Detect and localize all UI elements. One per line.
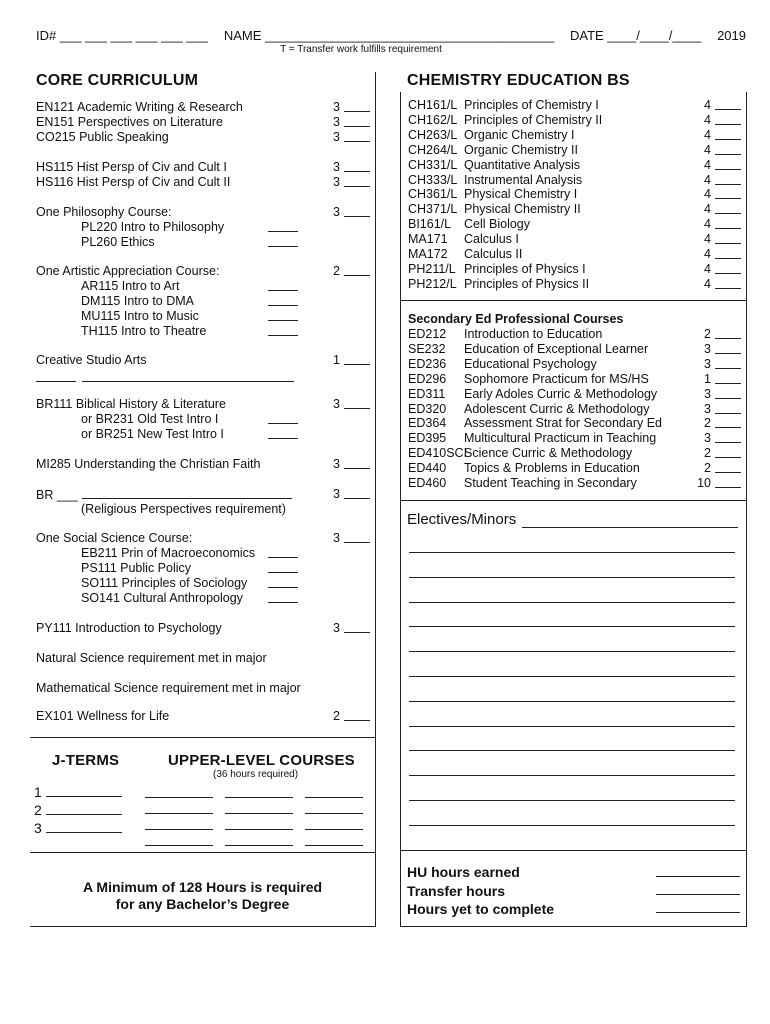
grade-blank[interactable] [715,217,741,229]
grade-blank[interactable] [715,372,741,384]
major-course-line [408,143,741,158]
core-course-line [36,100,370,115]
course-name: Science Curric & Methodology [464,446,633,461]
course-text: EX101 Wellness for Life [36,709,170,723]
core-course-line [36,457,370,472]
credit-hours: 3 [333,175,340,189]
hours-remaining-blank[interactable] [656,901,740,913]
course-option-check-blank[interactable] [268,324,298,336]
date-field-label: DATE ____/____/____ [569,28,702,43]
credit-hours: 2 [704,327,711,341]
electives-section [400,500,747,850]
credit-hours: 1 [333,353,340,367]
major-course-line [408,187,741,202]
grade-blank[interactable] [715,277,741,289]
upper-level-subtitle: (36 hours required) [213,769,299,780]
grade-blank[interactable] [344,130,370,142]
elective-line[interactable] [409,665,735,677]
credit-hours: 4 [704,112,711,127]
course-name: Quantitative Analysis [464,157,581,172]
core-course-line [36,205,370,220]
grade-blank[interactable] [344,621,370,633]
course-name: Topics & Problems in Education [464,461,640,476]
grade-blank[interactable] [715,113,741,125]
credit-hours: 4 [704,98,711,112]
course-name: Physical Chemistry I [464,187,578,202]
major-course-line [408,357,741,372]
credit-hours: 3 [333,130,340,144]
course-code: ED460 [408,476,447,490]
course-text: EN121 Academic Writing & Research [36,100,243,114]
jterms-title: J-TERMS [52,752,120,769]
course-name: Organic Chemistry II [464,142,578,157]
grade-blank[interactable] [715,143,741,155]
credit-hours: 2 [333,264,340,278]
grade-blank[interactable] [715,446,741,458]
elective-line[interactable] [409,764,735,776]
credit-hours: 4 [704,202,711,217]
core-course-line [36,175,370,190]
course-name: Educational Psychology [464,356,597,371]
course-text: MI285 Understanding the Christian Faith [36,457,261,471]
upper-level-blanks[interactable] [145,786,363,846]
course-text: AR115 Intro to Art [81,279,180,293]
credit-hours: 3 [333,115,340,129]
elective-line[interactable] [409,566,735,578]
credit-hours: 3 [704,401,711,416]
upper-level-title: UPPER-LEVEL COURSES [168,752,355,769]
course-code: ED311 [408,386,446,401]
course-code: ED296 [408,371,447,386]
major-course-line [408,387,741,402]
credit-hours: 4 [704,232,711,247]
credit-hours: 3 [333,457,340,471]
electives-title-blank[interactable] [522,514,738,528]
core-course-line [36,235,370,250]
core-course-line [36,427,370,442]
course-option-check-blank[interactable] [268,294,298,306]
credit-hours: 3 [333,205,340,219]
major-course-line [408,416,741,431]
course-code: ED395 [408,431,447,446]
credit-hours: 3 [704,341,711,356]
course-name: Principles of Chemistry I [464,98,599,112]
course-text: One Artistic Appreciation Course: [36,264,220,278]
core-course-line [36,576,370,591]
hours-summary-box [400,850,747,927]
grade-blank[interactable] [715,232,741,244]
elective-line[interactable] [409,814,735,826]
course-name: Sophomore Practicum for MS/HS [464,371,649,386]
course-text: CO215 Public Speaking [36,130,169,144]
course-text: EN151 Perspectives on Literature [36,115,223,129]
major-course-line [408,113,741,128]
hours-earned-blank[interactable] [656,865,740,877]
grade-blank[interactable] [344,353,370,365]
major-course-line [408,476,741,491]
core-course-line [36,264,370,279]
core-course-line [36,115,370,130]
course-name: Assessment Strat for Secondary Ed [464,416,663,431]
credit-hours: 3 [704,431,711,446]
course-code: ED236 [408,356,447,371]
grade-blank[interactable] [715,262,741,274]
course-text: (Religious Perspectives requirement) [81,502,286,516]
course-code: ED364 [408,416,447,431]
grade-blank[interactable] [715,98,741,110]
core-course-line [36,397,370,412]
elective-line[interactable] [409,615,735,627]
credit-hours: 3 [333,621,340,635]
grade-blank[interactable] [344,205,370,217]
grade-blank[interactable] [715,158,741,170]
elective-line[interactable] [409,541,735,553]
course-name: Introduction to Education [464,327,603,341]
course-text: One Social Science Course: [36,531,193,545]
course-text: Natural Science requirement met in major [36,651,267,665]
grade-blank[interactable] [344,531,370,543]
course-name: Cell Biology [464,217,531,232]
major-course-line [408,372,741,387]
transfer-note: T = Transfer work fulfills requirement [280,44,442,55]
grade-blank[interactable] [344,487,370,499]
major-course-line [408,262,741,277]
course-option-check-blank[interactable] [268,412,298,424]
credit-hours: 4 [704,261,711,276]
course-code: CH162/L [408,112,458,127]
core-course-line [36,651,370,666]
core-course-line [36,309,370,324]
course-text: SO141 Cultural Anthropology [81,591,243,605]
course-name: Organic Chemistry I [464,127,575,142]
minimum-line-2: for any Bachelor’s Degree [115,896,290,912]
course-code: CH333/L [408,172,458,187]
course-code: CH263/L [408,127,458,142]
course-name: Education of Exceptional Learner [464,341,649,356]
credit-hours: 4 [704,276,711,291]
major-course-line [408,446,741,461]
core-course-line [36,502,370,517]
jterm-item-3[interactable]: 3 [34,819,122,837]
major-course-line [408,342,741,357]
course-option-check-blank[interactable] [268,576,298,588]
core-course-line [36,621,370,636]
credit-hours: 2 [704,416,711,431]
hours-earned-label: HU hours earned [407,864,520,880]
course-text: DM115 Intro to DMA [81,294,195,308]
core-course-line [36,220,370,235]
credit-hours: 3 [333,531,340,545]
elective-line[interactable] [409,839,735,851]
credit-hours: 3 [333,100,340,114]
course-option-check-blank[interactable] [268,561,298,573]
course-name: Principles of Chemistry II [464,112,603,127]
course-text: or BR251 New Test Intro I [81,427,224,441]
secondary-title: Secondary Ed Professional Courses [408,312,624,326]
course-text: Mathematical Science requirement met in major [36,681,301,695]
course-text: BR111 Biblical History & Literature [36,397,226,411]
course-code: CH161/L [408,98,458,112]
course-name: Principles of Physics II [464,276,590,291]
course-text: Creative Studio Arts [36,353,147,367]
credit-hours: 4 [704,172,711,187]
course-name: Multicultural Practicum in Teaching [464,431,657,446]
core-course-line [36,294,370,309]
grade-blank[interactable] [344,457,370,469]
major-course-line [408,232,741,247]
course-code: ED440 [408,461,447,476]
credit-hours: 4 [704,142,711,157]
major-course-line [408,173,741,188]
grade-blank[interactable] [715,461,741,473]
major-course-line [408,431,741,446]
grade-blank[interactable] [344,160,370,172]
major-course-line [408,98,741,113]
major-course-line [408,277,741,292]
core-course-line [36,279,370,294]
core-course-line [36,546,370,561]
course-code: SE232 [408,341,446,356]
elective-line[interactable] [409,715,735,727]
minimum-hours-box [30,852,376,927]
major-course-line [408,461,741,476]
credit-hours: 1 [704,371,711,386]
credit-hours: 3 [704,386,711,401]
jterm-item-2[interactable]: 2 [34,801,122,819]
id-field-label: ID# ___ ___ ___ ___ ___ ___ [36,28,209,43]
course-text: EB211 Prin of Macroeconomics [81,546,256,560]
year-label: 2019 [717,28,746,43]
grade-blank[interactable] [715,327,741,339]
course-name: Calculus I [464,232,519,247]
credit-hours: 4 [704,187,711,202]
course-name: Early Adoles Curric & Methodology [464,386,658,401]
grade-blank[interactable] [715,476,741,488]
course-option-check-blank[interactable] [268,309,298,321]
course-name: Instrumental Analysis [464,172,583,187]
credit-hours: 4 [704,157,711,172]
grade-blank[interactable] [715,357,741,369]
course-code: MA172 [408,247,448,261]
hours-remaining-label: Hours yet to complete [407,901,555,917]
course-text: PL260 Ethics [81,235,155,249]
elective-line[interactable] [409,591,735,603]
course-code: CH371/L [408,202,458,217]
course-code: MA171 [408,232,448,247]
course-code: PH212/L [408,276,457,291]
course-name: Principles of Physics I [464,261,586,276]
core-course-line [36,160,370,175]
credit-hours: 2 [704,446,711,461]
core-course-line [36,681,370,696]
course-text: One Philosophy Course: [36,205,172,219]
major-course-line [408,158,741,173]
grade-blank[interactable] [715,187,741,199]
grade-blank[interactable] [344,397,370,409]
core-course-line [36,412,370,427]
grade-blank[interactable] [715,202,741,214]
credit-hours: 4 [704,127,711,142]
credit-hours: 3 [333,397,340,411]
credit-hours: 4 [704,247,711,261]
course-name: Adolescent Curric & Methodology [464,401,650,416]
course-text: PS111 Public Policy [81,561,192,575]
course-text: or BR231 Old Test Intro I [81,412,219,426]
jterm-list [34,783,122,837]
course-code: CH331/L [408,157,458,172]
major-course-line [408,128,741,143]
course-code: ED410SCI [408,446,468,461]
course-text: HS116 Hist Persp of Civ and Cult II [36,175,231,189]
grade-blank[interactable] [344,115,370,127]
religious-course-blank[interactable] [82,487,292,499]
credit-hours: 3 [333,487,340,501]
name-field-label: NAME ________________________________________ [223,28,555,43]
grade-blank[interactable] [344,709,370,721]
course-text: TH115 Intro to Theatre [81,324,207,338]
course-option-check-blank[interactable] [268,546,298,558]
grade-blank[interactable] [344,175,370,187]
course-option-check-blank[interactable] [268,591,298,603]
course-code: CH264/L [408,142,458,157]
core-course-line [36,531,370,546]
core-course-line [36,353,370,368]
grade-blank[interactable] [344,264,370,276]
course-code: BI161/L [408,217,452,232]
credit-hours: 2 [333,709,340,723]
grade-blank[interactable] [715,173,741,185]
form-header [36,28,746,55]
core-course-line [36,130,370,145]
course-text: PY111 Introduction to Psychology [36,621,222,635]
major-course-line [408,402,741,417]
course-code: PH211/L [408,261,456,276]
grade-blank[interactable] [715,387,741,399]
studio-arts-blank[interactable] [36,370,294,385]
credit-hours: 3 [704,356,711,371]
core-course-line [36,487,370,503]
grade-blank[interactable] [715,342,741,354]
course-option-check-blank[interactable] [268,427,298,439]
grade-blank[interactable] [715,416,741,428]
course-text: MU115 Intro to Music [81,309,199,323]
course-text: SO111 Principles of Sociology [81,576,248,590]
core-course-line [36,561,370,576]
course-name: Physical Chemistry II [464,202,581,217]
credit-hours: 3 [333,160,340,174]
core-title: CORE CURRICULUM [36,72,199,89]
major-course-line [408,217,741,232]
course-option-check-blank[interactable] [268,279,298,291]
chem-title: CHEMISTRY EDUCATION BS [407,72,630,89]
core-course-line [36,709,370,724]
course-code: ED212 [408,327,447,341]
transfer-hours-blank[interactable] [656,883,740,895]
core-course-line [36,591,370,606]
jterm-item-1[interactable]: 1 [34,783,122,801]
grade-blank[interactable] [715,431,741,443]
elective-line[interactable] [409,640,735,652]
grade-blank[interactable] [715,247,741,259]
grade-blank[interactable] [715,402,741,414]
course-text: HS115 Hist Persp of Civ and Cult I [36,160,227,174]
major-course-line [408,202,741,217]
course-option-check-blank[interactable] [268,220,298,232]
minimum-line-1: A Minimum of 128 Hours is required [82,879,323,895]
credit-hours: 4 [704,217,711,232]
electives-title: Electives/Minors [407,511,517,528]
major-course-line [408,327,741,342]
course-name: Calculus II [464,247,523,261]
major-course-line [408,247,741,262]
credit-hours: 2 [704,461,711,476]
elective-line[interactable] [409,789,735,801]
course-text: PL220 Intro to Philosophy [81,220,225,234]
elective-line[interactable] [409,690,735,702]
transfer-hours-label: Transfer hours [407,882,506,899]
grade-blank[interactable] [344,100,370,112]
course-option-check-blank[interactable] [268,235,298,247]
course-code: ED320 [408,401,447,416]
grade-blank[interactable] [715,128,741,140]
course-code: CH361/L [408,187,458,202]
course-name: Student Teaching in Secondary [464,476,637,490]
course-text: BR ___ [36,487,328,503]
elective-line[interactable] [409,739,735,751]
core-course-line [36,324,370,339]
credit-hours: 10 [697,476,711,490]
